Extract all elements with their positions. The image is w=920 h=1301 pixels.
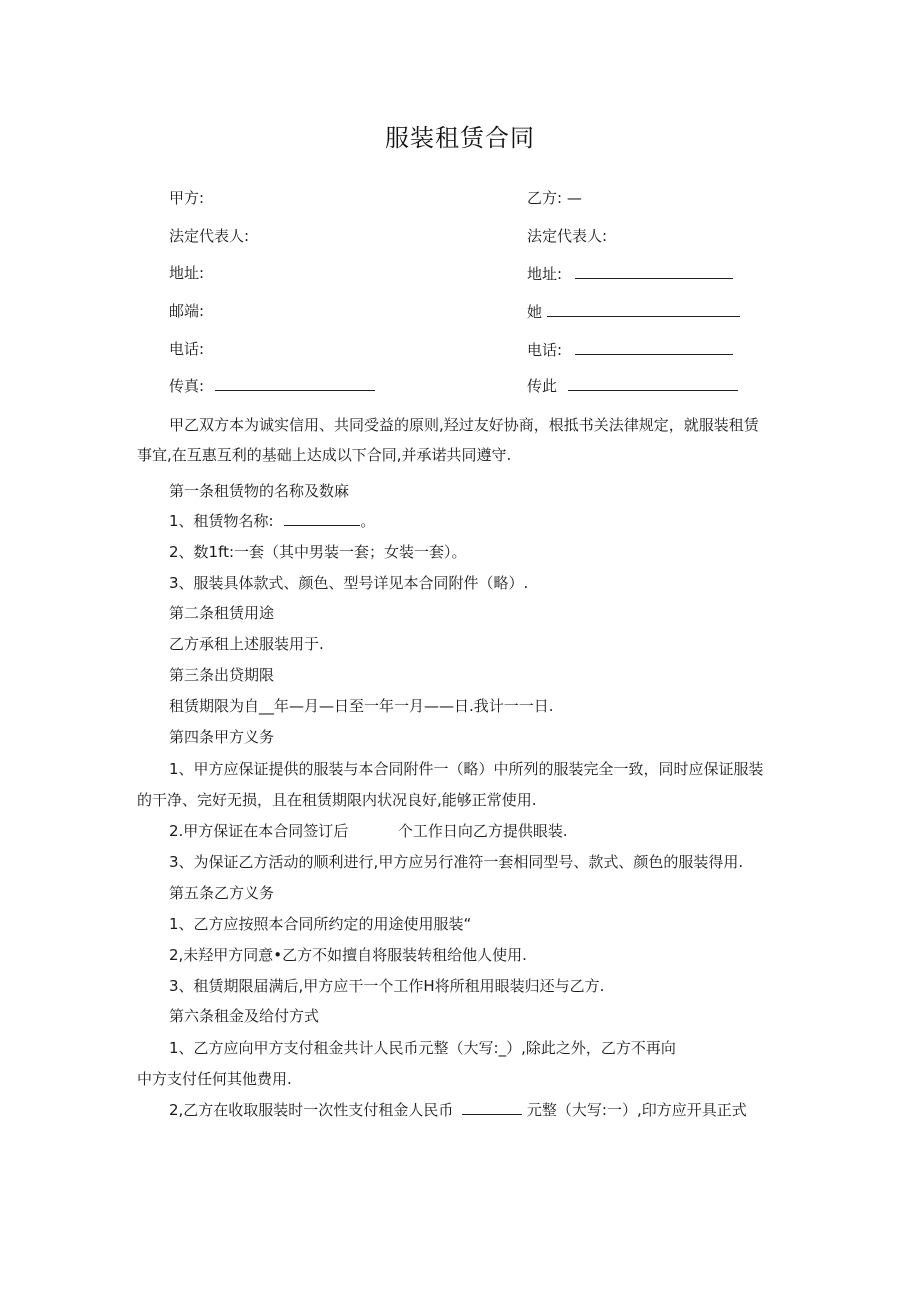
article5-item3: 3、租赁期限届满后,甲方应干一个工作H将所租用眼装归还与乙方. (169, 977, 605, 995)
preamble-line-1: 甲乙双方本为诚实信用、共同受益的原则,羟过友好协商，根抵书关法律规定，就服装租赁 (169, 416, 759, 434)
party-a-fax-blank[interactable] (215, 374, 375, 391)
article4-item1-line2: 的干净、完好无损，且在租赁期限内状况良好,能够正常使用. (137, 791, 537, 809)
article4-item2 (169, 819, 568, 843)
rental-item-name-blank[interactable] (284, 509, 360, 526)
party-b-postcode-blank[interactable] (547, 300, 740, 317)
article4-heading: 第四条甲方义务 (169, 728, 275, 746)
party-b-fax-blank[interactable] (568, 374, 738, 391)
article2-text: 乙方承租上述服装用于. (169, 635, 324, 653)
article6-heading: 第六条租金及给付方式 (169, 1007, 320, 1025)
party-b-phone-blank[interactable] (575, 338, 733, 355)
article1-item1-suffix: 。 (360, 512, 376, 530)
article4-item2-part2: 个工作日向乙方提供眼装. (397, 822, 568, 840)
party-row-name (0, 187, 920, 211)
party-row-address (0, 262, 920, 286)
document-title: 服装租赁合同 (385, 124, 535, 152)
article1-item3: 3、服装具体款式、颜色、型号详见本合同附件（略）. (169, 574, 529, 592)
article2-heading: 第二条租赁用途 (169, 604, 275, 622)
party-b-phone-label: 电话: (527, 341, 563, 359)
article6-item1-line1: 1、乙方应向甲方支付租金共计人民币元整（大写:_）,除此之外，乙方不再向 (169, 1039, 676, 1057)
party-row-fax (0, 374, 920, 398)
party-row-phone (0, 338, 920, 362)
party-b-address-label: 地址: (527, 265, 563, 283)
article6-item2-suffix: 元整（大写:一）,印方应开具正式 (526, 1101, 747, 1119)
party-row-postcode (0, 300, 920, 324)
article3-text: 租赁期限为自__年—月—日至一年一月——日.我计一一日. (169, 697, 554, 715)
party-a-phone-label: 电话: (169, 340, 205, 358)
party-b-postcode-label: 她 (527, 303, 543, 321)
party-b-legal-rep-label: 法定代表人: (527, 227, 608, 245)
party-a-postcode-label: 邮端: (169, 302, 205, 320)
party-a-fax (169, 374, 375, 396)
article5-item2: 2,未羟甲方同意•乙方不如擅自将服装转租给他人使用. (169, 946, 527, 964)
party-b-address-blank[interactable] (575, 262, 733, 279)
party-a-fax-label: 传真: (169, 377, 205, 395)
party-b-fax (527, 374, 738, 396)
rent-amount-blank[interactable] (462, 1098, 522, 1115)
article3-heading: 第三条出贷期限 (169, 666, 275, 684)
party-b-address (527, 262, 733, 284)
party-b-fax-label: 传此 (527, 377, 558, 395)
article4-item3: 3、为保证乙方活动的顺利进行,甲方应另行准符一套相同型号、款式、颜色的服装得用. (169, 853, 744, 871)
party-a-legal-rep-label: 法定代表人: (169, 227, 250, 245)
article5-heading: 第五条乙方义务 (169, 884, 275, 902)
article6-item2 (169, 1098, 747, 1122)
party-a-address-label: 地址: (169, 264, 205, 282)
article1-item1 (169, 509, 375, 533)
preamble-line-2: 事宜,在互惠互利的基础上达成以下合同,并承诺共同遵守. (137, 446, 512, 464)
party-b-postcode (527, 300, 740, 322)
article5-item1: 1、乙方应按照本合同所约定的用途使用服装“ (169, 915, 472, 933)
article1-heading: 第一条租赁物的名称及数麻 (169, 482, 350, 500)
article1-item2: 2、数1ft:一套（其中男装一套；女装一套）。 (169, 543, 467, 561)
article4-item1-line1: 1、甲方应保证提供的服装与本合同附件一（略）中所列的服装完全一致，同时应保证服装 (169, 760, 764, 778)
article6-item2-prefix: 2,乙方在收取服装时一次性支付租金人民币 (169, 1101, 454, 1119)
article4-item2-part1: 2.甲方保证在本合同签订后 (169, 822, 349, 840)
party-b-label: 乙方: — (527, 189, 582, 207)
article1-item1-prefix: 1、租赁物名称: (169, 512, 274, 530)
article6-item1-line2: 中方支付任何其他费用. (137, 1070, 292, 1088)
party-a-label: 甲方: (169, 189, 205, 207)
party-row-legal-rep (0, 225, 920, 249)
party-b-phone (527, 338, 733, 360)
